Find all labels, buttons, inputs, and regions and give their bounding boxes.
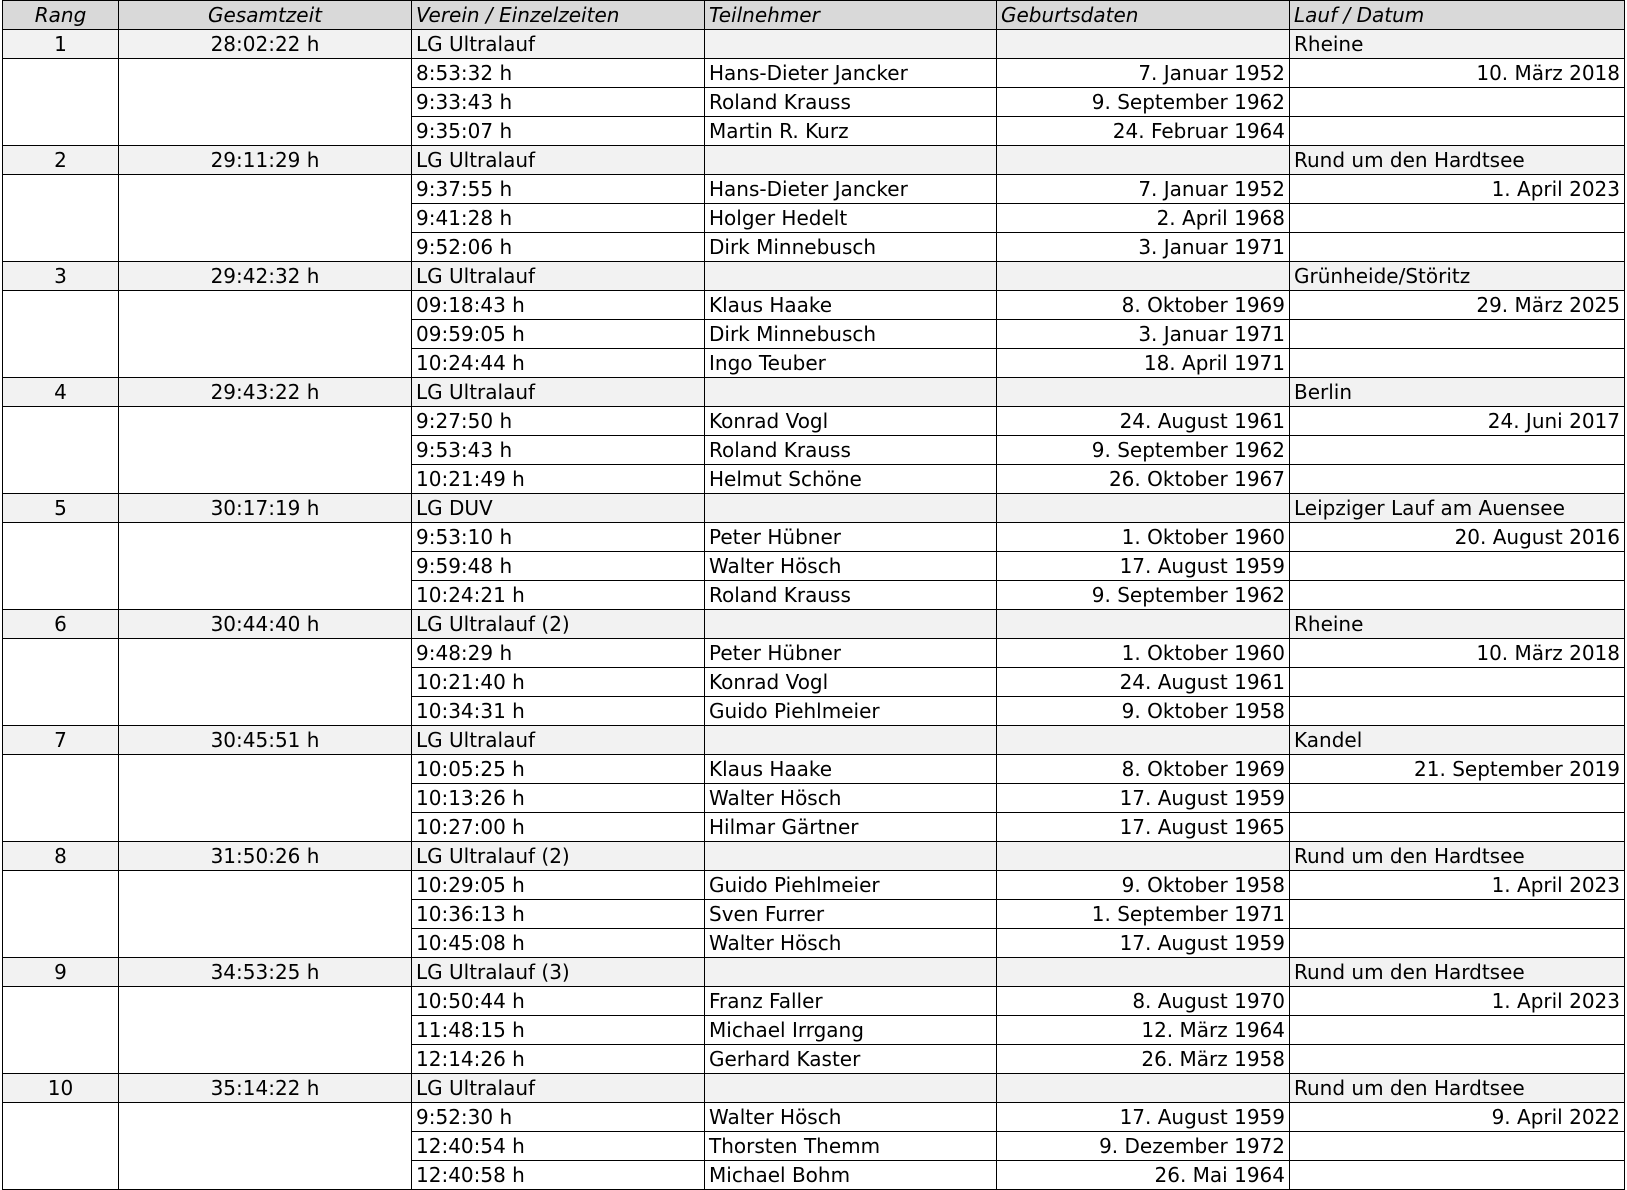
runner-time-cell: 9:35:07 h [412,117,705,146]
runner-time-cell: 10:21:40 h [412,668,705,697]
total-time-cell: 29:11:29 h [119,146,412,175]
empty-cell [997,494,1290,523]
total-time-cell: 30:44:40 h [119,610,412,639]
total-spacer-cell [119,59,412,146]
runner-time-cell: 9:52:30 h [412,1103,705,1132]
runner-row [3,1103,1625,1132]
runner-time-cell: 10:27:00 h [412,813,705,842]
total-spacer-cell [119,523,412,610]
total-spacer-cell [119,407,412,494]
rank-cell: 4 [3,378,119,407]
runner-time-cell: 10:05:25 h [412,755,705,784]
total-time-cell: 29:43:22 h [119,378,412,407]
runner-birthdate-cell: 1. September 1971 [997,900,1290,929]
total-spacer-cell [119,755,412,842]
runner-name-cell: Hilmar Gärtner [705,813,997,842]
race-date-spacer-cell [1290,1132,1625,1161]
runner-birthdate-cell: 2. April 1968 [997,204,1290,233]
empty-cell [997,30,1290,59]
runner-name-cell: Franz Faller [705,987,997,1016]
race-date-cell: 1. April 2023 [1290,175,1625,204]
team-row [3,146,1625,175]
runner-time-cell: 12:40:54 h [412,1132,705,1161]
runner-row [3,639,1625,668]
runner-birthdate-cell: 1. Oktober 1960 [997,639,1290,668]
rank-spacer-cell [3,175,119,262]
team-name-cell: LG Ultralauf (2) [412,842,705,871]
runner-time-cell: 12:14:26 h [412,1045,705,1074]
empty-cell [705,842,997,871]
runner-name-cell: Sven Furrer [705,900,997,929]
total-time-cell: 28:02:22 h [119,30,412,59]
runner-time-cell: 10:34:31 h [412,697,705,726]
rank-cell: 6 [3,610,119,639]
total-time-cell: 35:14:22 h [119,1074,412,1103]
team-row [3,494,1625,523]
race-name-cell: Rheine [1290,30,1625,59]
runner-name-cell: Dirk Minnebusch [705,320,997,349]
runner-birthdate-cell: 26. März 1958 [997,1045,1290,1074]
runner-name-cell: Martin R. Kurz [705,117,997,146]
runner-birthdate-cell: 17. August 1965 [997,813,1290,842]
runner-time-cell: 9:53:10 h [412,523,705,552]
empty-cell [997,262,1290,291]
team-name-cell: LG Ultralauf [412,262,705,291]
runner-time-cell: 12:40:58 h [412,1161,705,1190]
race-date-cell: 21. September 2019 [1290,755,1625,784]
runner-birthdate-cell: 9. Oktober 1958 [997,871,1290,900]
runner-birthdate-cell: 24. Februar 1964 [997,117,1290,146]
race-date-cell: 1. April 2023 [1290,987,1625,1016]
empty-cell [997,610,1290,639]
race-date-spacer-cell [1290,697,1625,726]
runner-birthdate-cell: 8. August 1970 [997,987,1290,1016]
total-time-cell: 29:42:32 h [119,262,412,291]
team-row [3,1074,1625,1103]
runner-time-cell: 9:33:43 h [412,88,705,117]
runner-name-cell: Walter Hösch [705,784,997,813]
header-geburtsdaten: Geburtsdaten [997,1,1290,30]
runner-name-cell: Guido Piehlmeier [705,871,997,900]
runner-name-cell: Konrad Vogl [705,668,997,697]
runner-time-cell: 10:36:13 h [412,900,705,929]
rank-spacer-cell [3,1103,119,1190]
rank-spacer-cell [3,871,119,958]
runner-time-cell: 8:53:32 h [412,59,705,88]
race-date-spacer-cell [1290,349,1625,378]
runner-time-cell: 11:48:15 h [412,1016,705,1045]
runner-birthdate-cell: 9. September 1962 [997,581,1290,610]
runner-birthdate-cell: 3. Januar 1971 [997,320,1290,349]
runner-birthdate-cell: 9. September 1962 [997,88,1290,117]
team-name-cell: LG Ultralauf (3) [412,958,705,987]
total-spacer-cell [119,175,412,262]
runner-time-cell: 10:24:21 h [412,581,705,610]
runner-name-cell: Peter Hübner [705,523,997,552]
race-date-spacer-cell [1290,204,1625,233]
runner-time-cell: 10:50:44 h [412,987,705,1016]
race-date-cell: 1. April 2023 [1290,871,1625,900]
runner-time-cell: 9:53:43 h [412,436,705,465]
team-name-cell: LG Ultralauf [412,726,705,755]
race-date-spacer-cell [1290,436,1625,465]
team-row [3,378,1625,407]
header-row [3,1,1625,30]
race-date-cell: 10. März 2018 [1290,639,1625,668]
header-lauf-datum: Lauf / Datum [1290,1,1625,30]
rank-cell: 3 [3,262,119,291]
team-row [3,262,1625,291]
race-date-cell: 9. April 2022 [1290,1103,1625,1132]
race-name-cell: Rund um den Hardtsee [1290,958,1625,987]
rank-spacer-cell [3,639,119,726]
race-name-cell: Rheine [1290,610,1625,639]
race-name-cell: Grünheide/Störitz [1290,262,1625,291]
runner-name-cell: Helmut Schöne [705,465,997,494]
total-spacer-cell [119,987,412,1074]
empty-cell [705,1074,997,1103]
runner-name-cell: Peter Hübner [705,639,997,668]
runner-time-cell: 9:59:48 h [412,552,705,581]
rank-spacer-cell [3,59,119,146]
runner-time-cell: 10:29:05 h [412,871,705,900]
runner-birthdate-cell: 18. April 1971 [997,349,1290,378]
race-date-cell: 24. Juni 2017 [1290,407,1625,436]
race-name-cell: Berlin [1290,378,1625,407]
empty-cell [997,726,1290,755]
runner-time-cell: 09:18:43 h [412,291,705,320]
empty-cell [705,146,997,175]
runner-name-cell: Walter Hösch [705,1103,997,1132]
runner-birthdate-cell: 9. Oktober 1958 [997,697,1290,726]
runner-birthdate-cell: 26. Mai 1964 [997,1161,1290,1190]
runner-row [3,175,1625,204]
team-name-cell: LG Ultralauf [412,378,705,407]
race-date-spacer-cell [1290,900,1625,929]
runner-time-cell: 9:48:29 h [412,639,705,668]
empty-cell [997,842,1290,871]
empty-cell [705,726,997,755]
rank-cell: 7 [3,726,119,755]
runner-birthdate-cell: 17. August 1959 [997,929,1290,958]
runner-name-cell: Klaus Haake [705,755,997,784]
runner-birthdate-cell: 3. Januar 1971 [997,233,1290,262]
team-row [3,726,1625,755]
race-date-spacer-cell [1290,117,1625,146]
results-body [3,30,1625,1190]
runner-birthdate-cell: 24. August 1961 [997,668,1290,697]
total-spacer-cell [119,1103,412,1190]
runner-birthdate-cell: 26. Oktober 1967 [997,465,1290,494]
runner-birthdate-cell: 1. Oktober 1960 [997,523,1290,552]
total-time-cell: 30:45:51 h [119,726,412,755]
runner-time-cell: 10:45:08 h [412,929,705,958]
runner-row [3,407,1625,436]
race-date-cell: 29. März 2025 [1290,291,1625,320]
runner-name-cell: Michael Bohm [705,1161,997,1190]
total-spacer-cell [119,291,412,378]
team-name-cell: LG DUV [412,494,705,523]
empty-cell [997,378,1290,407]
runner-name-cell: Roland Krauss [705,436,997,465]
total-time-cell: 30:17:19 h [119,494,412,523]
runner-birthdate-cell: 7. Januar 1952 [997,175,1290,204]
runner-name-cell: Konrad Vogl [705,407,997,436]
empty-cell [705,610,997,639]
race-name-cell: Leipziger Lauf am Auensee [1290,494,1625,523]
runner-time-cell: 10:21:49 h [412,465,705,494]
race-date-spacer-cell [1290,1045,1625,1074]
rank-cell: 9 [3,958,119,987]
rank-spacer-cell [3,291,119,378]
runner-name-cell: Hans-Dieter Jancker [705,175,997,204]
race-name-cell: Rund um den Hardtsee [1290,1074,1625,1103]
runner-row [3,987,1625,1016]
total-spacer-cell [119,871,412,958]
race-name-cell: Rund um den Hardtsee [1290,842,1625,871]
runner-name-cell: Michael Irrgang [705,1016,997,1045]
runner-birthdate-cell: 17. August 1959 [997,784,1290,813]
runner-row [3,59,1625,88]
team-name-cell: LG Ultralauf [412,146,705,175]
empty-cell [705,494,997,523]
rank-cell: 1 [3,30,119,59]
runner-birthdate-cell: 17. August 1959 [997,552,1290,581]
empty-cell [705,378,997,407]
runner-time-cell: 9:41:28 h [412,204,705,233]
race-name-cell: Kandel [1290,726,1625,755]
empty-cell [997,958,1290,987]
header-teilnehmer: Teilnehmer [705,1,997,30]
runner-name-cell: Walter Hösch [705,929,997,958]
race-date-cell: 10. März 2018 [1290,59,1625,88]
rank-cell: 8 [3,842,119,871]
rank-cell: 10 [3,1074,119,1103]
empty-cell [997,146,1290,175]
rank-cell: 5 [3,494,119,523]
runner-name-cell: Klaus Haake [705,291,997,320]
runner-name-cell: Roland Krauss [705,581,997,610]
race-date-spacer-cell [1290,1161,1625,1190]
race-date-spacer-cell [1290,929,1625,958]
runner-time-cell: 09:59:05 h [412,320,705,349]
header-gesamtzeit: Gesamtzeit [119,1,412,30]
team-name-cell: LG Ultralauf [412,1074,705,1103]
results-table [2,0,1625,1190]
race-date-spacer-cell [1290,88,1625,117]
total-time-cell: 34:53:25 h [119,958,412,987]
total-time-cell: 31:50:26 h [119,842,412,871]
runner-name-cell: Thorsten Themm [705,1132,997,1161]
team-row [3,610,1625,639]
runner-time-cell: 10:13:26 h [412,784,705,813]
header-verein: Verein / Einzelzeiten [412,1,705,30]
header-rang: Rang [3,1,119,30]
team-row [3,30,1625,59]
runner-birthdate-cell: 12. März 1964 [997,1016,1290,1045]
race-date-spacer-cell [1290,320,1625,349]
race-date-spacer-cell [1290,1016,1625,1045]
runner-time-cell: 9:27:50 h [412,407,705,436]
runner-name-cell: Roland Krauss [705,88,997,117]
runner-name-cell: Hans-Dieter Jancker [705,59,997,88]
rank-cell: 2 [3,146,119,175]
runner-name-cell: Guido Piehlmeier [705,697,997,726]
runner-row [3,523,1625,552]
runner-time-cell: 9:37:55 h [412,175,705,204]
race-date-cell: 20. August 2016 [1290,523,1625,552]
rank-spacer-cell [3,523,119,610]
runner-birthdate-cell: 8. Oktober 1969 [997,755,1290,784]
team-name-cell: LG Ultralauf (2) [412,610,705,639]
runner-birthdate-cell: 17. August 1959 [997,1103,1290,1132]
results-table-wrapper [2,0,1625,1190]
rank-spacer-cell [3,755,119,842]
empty-cell [705,958,997,987]
runner-row [3,291,1625,320]
runner-birthdate-cell: 8. Oktober 1969 [997,291,1290,320]
runner-name-cell: Holger Hedelt [705,204,997,233]
runner-row [3,755,1625,784]
race-date-spacer-cell [1290,813,1625,842]
race-date-spacer-cell [1290,784,1625,813]
team-name-cell: LG Ultralauf [412,30,705,59]
total-spacer-cell [119,639,412,726]
race-name-cell: Rund um den Hardtsee [1290,146,1625,175]
runner-name-cell: Walter Hösch [705,552,997,581]
runner-birthdate-cell: 24. August 1961 [997,407,1290,436]
runner-birthdate-cell: 7. Januar 1952 [997,59,1290,88]
runner-time-cell: 9:52:06 h [412,233,705,262]
runner-time-cell: 10:24:44 h [412,349,705,378]
rank-spacer-cell [3,407,119,494]
runner-name-cell: Gerhard Kaster [705,1045,997,1074]
race-date-spacer-cell [1290,668,1625,697]
empty-cell [997,1074,1290,1103]
empty-cell [705,30,997,59]
runner-birthdate-cell: 9. Dezember 1972 [997,1132,1290,1161]
runner-name-cell: Dirk Minnebusch [705,233,997,262]
rank-spacer-cell [3,987,119,1074]
race-date-spacer-cell [1290,465,1625,494]
race-date-spacer-cell [1290,552,1625,581]
empty-cell [705,262,997,291]
runner-birthdate-cell: 9. September 1962 [997,436,1290,465]
team-row [3,842,1625,871]
team-row [3,958,1625,987]
runner-row [3,871,1625,900]
race-date-spacer-cell [1290,581,1625,610]
race-date-spacer-cell [1290,233,1625,262]
runner-name-cell: Ingo Teuber [705,349,997,378]
